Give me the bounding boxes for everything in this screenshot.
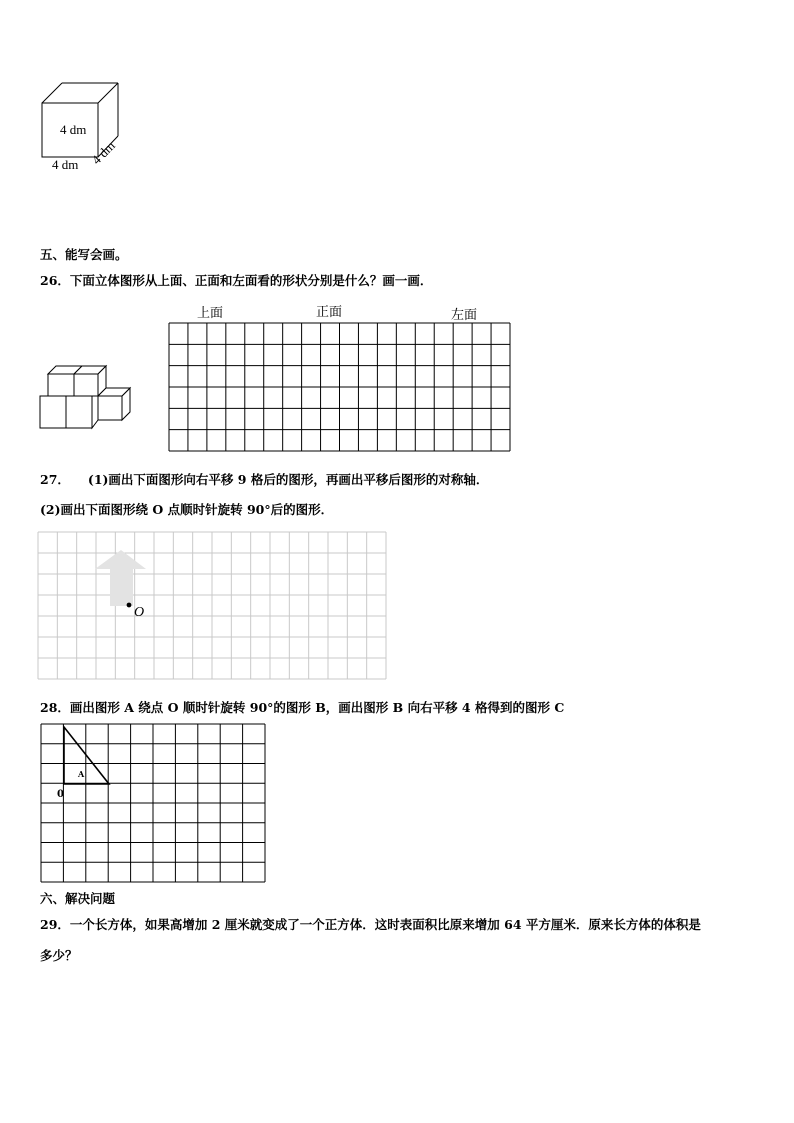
point-o-label: O — [134, 605, 145, 620]
rotation-center-point — [127, 603, 132, 608]
question-27-line1 — [40, 470, 488, 488]
cube-front-label: 4 dm — [60, 122, 87, 137]
triangle-a-shape — [64, 727, 109, 784]
triangle-a-label: A — [78, 769, 85, 779]
question-29-line1: 29．一个长方体，如果高增加 2 厘米就变成了一个正方体．这时表面积比原来增加 64 平方厘米．原来长方体的体积是 — [40, 917, 701, 932]
question-27-part1-text: (1)画出下面图形向右平移 9 格后的图形，再画出平移后图形的对称轴． — [87, 472, 489, 487]
cube-bottom-label: 4 dm — [52, 157, 79, 172]
rotation-grid[interactable] — [38, 532, 388, 680]
grid-label-left: 左面 — [451, 308, 478, 323]
grid-label-top: 上面 — [197, 306, 224, 321]
up-arrow-shape — [95, 550, 146, 606]
cube-side-label: 4 dm — [88, 138, 118, 168]
question-26-text: 26．下面立体图形从上面、正面和左面看的形状分别是什么？画一画． — [40, 273, 433, 288]
section-six-title: 六、解决问题 — [40, 891, 116, 906]
question-29-line2: 多少？ — [40, 948, 78, 963]
view-drawing-grid[interactable] — [169, 323, 511, 452]
question-27-line2: (2)画出下面图形绕 O 点顺时针旋转 90°后的图形． — [40, 502, 334, 517]
question-27-number: 27． — [40, 472, 70, 487]
origin-o-label: 0 — [57, 789, 64, 800]
question-28-text: 28．画出图形 A 绕点 O 顺时针旋转 90°的图形 B，画出图形 B 向右平移 4 格得到的图形 C — [40, 700, 565, 715]
grid-label-front: 正面 — [316, 305, 343, 320]
section-five-title: 五、能写会画。 — [40, 247, 128, 262]
triangle-rotation-grid[interactable] — [41, 724, 267, 886]
block-solid-figure — [38, 360, 138, 432]
